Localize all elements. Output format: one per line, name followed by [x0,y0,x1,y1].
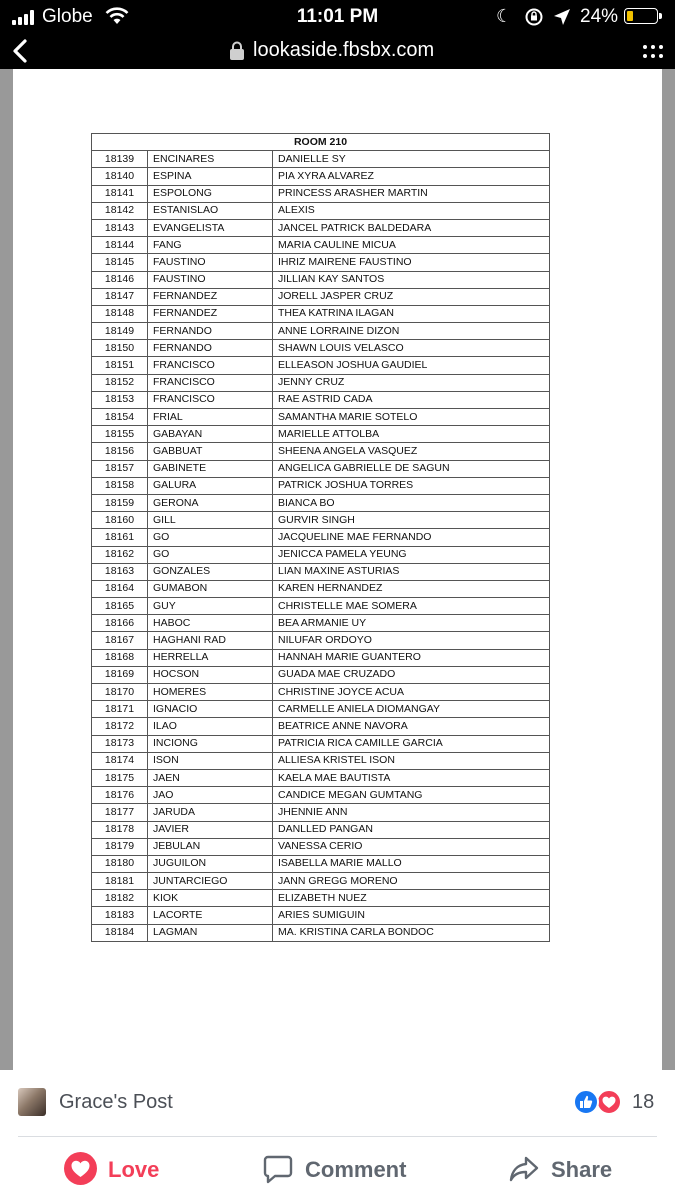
table-row [92,546,550,563]
table-row [92,615,550,632]
first-name: SHEENA ANGELA VASQUEZ [273,443,550,460]
first-name: PRINCESS ARASHER MARTIN [273,185,550,202]
first-name: THEA KATRINA ILAGAN [273,305,550,322]
battery-icon [624,8,658,24]
table-row [92,718,550,735]
last-name: KIOK [148,890,273,907]
student-number: 18152 [92,374,148,391]
post-info-bar [0,1070,675,1136]
student-number: 18181 [92,873,148,890]
table-row [92,460,550,477]
student-number: 18166 [92,615,148,632]
last-name: GABBUAT [148,443,273,460]
first-name: JANN GREGG MORENO [273,873,550,890]
first-name: JORELL JASPER CRUZ [273,288,550,305]
student-number: 18177 [92,804,148,821]
table-row [92,838,550,855]
table-row [92,684,550,701]
first-name: GURVIR SINGH [273,512,550,529]
table-row [92,237,550,254]
last-name: JAVIER [148,821,273,838]
first-name: CHRISTELLE MAE SOMERA [273,598,550,615]
first-name: JHENNIE ANN [273,804,550,821]
table-row [92,409,550,426]
table-row [92,649,550,666]
last-name: GONZALES [148,563,273,580]
first-name: CANDICE MEGAN GUMTANG [273,787,550,804]
first-name: ANNE LORRAINE DIZON [273,323,550,340]
first-name: KAELA MAE BAUTISTA [273,769,550,786]
table-row [92,288,550,305]
action-bar [0,1137,675,1200]
share-button[interactable] [508,1151,628,1187]
student-number: 18141 [92,185,148,202]
table-row [92,787,550,804]
last-name: ESPINA [148,168,273,185]
student-number: 18160 [92,512,148,529]
table-row [92,151,550,168]
top-bar [0,0,675,69]
status-time: 11:01 PM [296,6,379,27]
first-name: CHRISTINE JOYCE ACUA [273,684,550,701]
student-number: 18168 [92,649,148,666]
first-name: DANIELLE SY [273,151,550,168]
table-row [92,426,550,443]
table-row [92,821,550,838]
student-number: 18147 [92,288,148,305]
last-name: EVANGELISTA [148,219,273,236]
first-name: HANNAH MARIE GUANTERO [273,649,550,666]
student-number: 18178 [92,821,148,838]
last-name: FRANCISCO [148,391,273,408]
student-number: 18156 [92,443,148,460]
last-name: FERNANDO [148,340,273,357]
student-number: 18158 [92,477,148,494]
first-name: ANGELICA GABRIELLE DE SAGUN [273,460,550,477]
first-name: JENNY CRUZ [273,374,550,391]
first-name: BEATRICE ANNE NAVORA [273,718,550,735]
first-name: ELLEASON JOSHUA GAUDIEL [273,357,550,374]
battery-percent: 24% [580,6,619,27]
table-row [92,219,550,236]
last-name: HERRELLA [148,649,273,666]
student-number: 18146 [92,271,148,288]
last-name: FERNANDEZ [148,305,273,322]
student-number: 18169 [92,666,148,683]
table-row [92,598,550,615]
first-name: PATRICK JOSHUA TORRES [273,477,550,494]
last-name: HOCSON [148,666,273,683]
comment-icon [262,1153,294,1185]
document-page [13,69,662,1070]
last-name: GABAYAN [148,426,273,443]
comment-label: Comment [305,1157,407,1182]
last-name: JAO [148,787,273,804]
last-name: GALURA [148,477,273,494]
last-name: FERNANDO [148,323,273,340]
student-number: 18151 [92,357,148,374]
student-number: 18164 [92,580,148,597]
student-number: 18140 [92,168,148,185]
lock-icon [229,41,245,61]
last-name: JUNTARCIEGO [148,873,273,890]
last-name: GO [148,546,273,563]
do-not-disturb-icon: ☾ [496,6,513,26]
student-number: 18161 [92,529,148,546]
table-row [92,271,550,288]
avatar[interactable] [18,1088,46,1116]
table-row [92,563,550,580]
share-icon [508,1153,540,1185]
last-name: GABINETE [148,460,273,477]
room-roster-table [91,133,550,942]
student-number: 18148 [92,305,148,322]
reaction-count[interactable]: 18 [632,1091,655,1113]
student-number: 18159 [92,494,148,511]
last-name: FRANCISCO [148,357,273,374]
last-name: ISON [148,752,273,769]
student-number: 18180 [92,855,148,872]
last-name: FRANCISCO [148,374,273,391]
first-name: NILUFAR ORDOYO [273,632,550,649]
first-name: MARIELLE ATTOLBA [273,426,550,443]
love-button[interactable] [64,1151,174,1187]
table-row [92,907,550,924]
first-name: MARIA CAULINE MICUA [273,237,550,254]
first-name: ARIES SUMIGUIN [273,907,550,924]
first-name: PIA XYRA ALVAREZ [273,168,550,185]
student-number: 18157 [92,460,148,477]
status-bar [0,0,675,34]
last-name: LACORTE [148,907,273,924]
last-name: ILAO [148,718,273,735]
like-icon [573,1089,599,1115]
table-row [92,185,550,202]
carrier-name: Globe [42,6,93,27]
last-name: JAEN [148,769,273,786]
love-icon [64,1152,97,1185]
document-viewer[interactable] [0,69,675,1070]
table-row [92,701,550,718]
table-row [92,873,550,890]
table-row [92,305,550,322]
student-number: 18142 [92,202,148,219]
table-row [92,924,550,941]
table-row [92,494,550,511]
page-url: lookaside.fbsbx.com [253,39,435,61]
table-row [92,855,550,872]
last-name: GUMABON [148,580,273,597]
first-name: BEA ARMANIE UY [273,615,550,632]
first-name: VANESSA CERIO [273,838,550,855]
table-row [92,529,550,546]
student-number: 18172 [92,718,148,735]
last-name: GUY [148,598,273,615]
last-name: GO [148,529,273,546]
first-name: LIAN MAXINE ASTURIAS [273,563,550,580]
location-arrow-icon [552,7,572,27]
last-name: GILL [148,512,273,529]
table-row [92,443,550,460]
first-name: GUADA MAE CRUZADO [273,666,550,683]
last-name: FAUSTINO [148,254,273,271]
table-row [92,512,550,529]
last-name: ENCINARES [148,151,273,168]
first-name: ALLIESA KRISTEL ISON [273,752,550,769]
first-name: JANCEL PATRICK BALDEDARA [273,219,550,236]
student-number: 18144 [92,237,148,254]
last-name: HAGHANI RAD [148,632,273,649]
browser-url-bar [0,34,675,68]
first-name: RAE ASTRID CADA [273,391,550,408]
first-name: JENICCA PAMELA YEUNG [273,546,550,563]
student-number: 18175 [92,769,148,786]
student-number: 18150 [92,340,148,357]
table-row [92,340,550,357]
last-name: FRIAL [148,409,273,426]
table-row [92,374,550,391]
student-number: 18179 [92,838,148,855]
last-name: HABOC [148,615,273,632]
first-name: PATRICIA RICA CAMILLE GARCIA [273,735,550,752]
ellipsis-icon[interactable] [642,43,664,61]
student-number: 18153 [92,391,148,408]
last-name: JUGUILON [148,855,273,872]
last-name: GERONA [148,494,273,511]
student-number: 18182 [92,890,148,907]
last-name: FANG [148,237,273,254]
student-number: 18167 [92,632,148,649]
first-name: KAREN HERNANDEZ [273,580,550,597]
table-row [92,752,550,769]
student-number: 18155 [92,426,148,443]
comment-button[interactable] [262,1151,422,1187]
table-row [92,202,550,219]
student-number: 18139 [92,151,148,168]
last-name: FERNANDEZ [148,288,273,305]
last-name: IGNACIO [148,701,273,718]
love-label: Love [108,1157,160,1182]
first-name: IHRIZ MAIRENE FAUSTINO [273,254,550,271]
first-name: ISABELLA MARIE MALLO [273,855,550,872]
last-name: JARUDA [148,804,273,821]
student-number: 18154 [92,409,148,426]
student-number: 18176 [92,787,148,804]
table-row [92,357,550,374]
share-label: Share [551,1157,613,1182]
battery-level [627,11,633,21]
post-title[interactable]: Grace's Post [59,1091,173,1113]
table-row [92,666,550,683]
first-name: DANLLED PANGAN [273,821,550,838]
first-name: ALEXIS [273,202,550,219]
rotation-lock-icon [524,7,544,27]
last-name: HOMERES [148,684,273,701]
student-number: 18170 [92,684,148,701]
student-number: 18183 [92,907,148,924]
roster-body [92,151,550,942]
table-row [92,735,550,752]
room-title: ROOM 210 [92,134,550,151]
last-name: INCIONG [148,735,273,752]
table-row [92,769,550,786]
table-row [92,168,550,185]
love-icon [596,1089,622,1115]
first-name: SAMANTHA MARIE SOTELO [273,409,550,426]
last-name: JEBULAN [148,838,273,855]
student-number: 18184 [92,924,148,941]
first-name: MA. KRISTINA CARLA BONDOC [273,924,550,941]
student-number: 18173 [92,735,148,752]
last-name: ESPOLONG [148,185,273,202]
student-number: 18165 [92,598,148,615]
first-name: JACQUELINE MAE FERNANDO [273,529,550,546]
student-number: 18143 [92,219,148,236]
student-number: 18171 [92,701,148,718]
last-name: ESTANISLAO [148,202,273,219]
last-name: LAGMAN [148,924,273,941]
student-number: 18145 [92,254,148,271]
table-row [92,890,550,907]
first-name: ELIZABETH NUEZ [273,890,550,907]
table-row [92,477,550,494]
table-row [92,804,550,821]
student-number: 18149 [92,323,148,340]
last-name: FAUSTINO [148,271,273,288]
table-row [92,391,550,408]
table-row [92,632,550,649]
first-name: BIANCA BO [273,494,550,511]
student-number: 18174 [92,752,148,769]
chevron-left-icon[interactable] [9,38,31,64]
table-row [92,254,550,271]
first-name: SHAWN LOUIS VELASCO [273,340,550,357]
student-number: 18162 [92,546,148,563]
first-name: JILLIAN KAY SANTOS [273,271,550,288]
table-row [92,323,550,340]
student-number: 18163 [92,563,148,580]
table-row [92,580,550,597]
first-name: CARMELLE ANIELA DIOMANGAY [273,701,550,718]
